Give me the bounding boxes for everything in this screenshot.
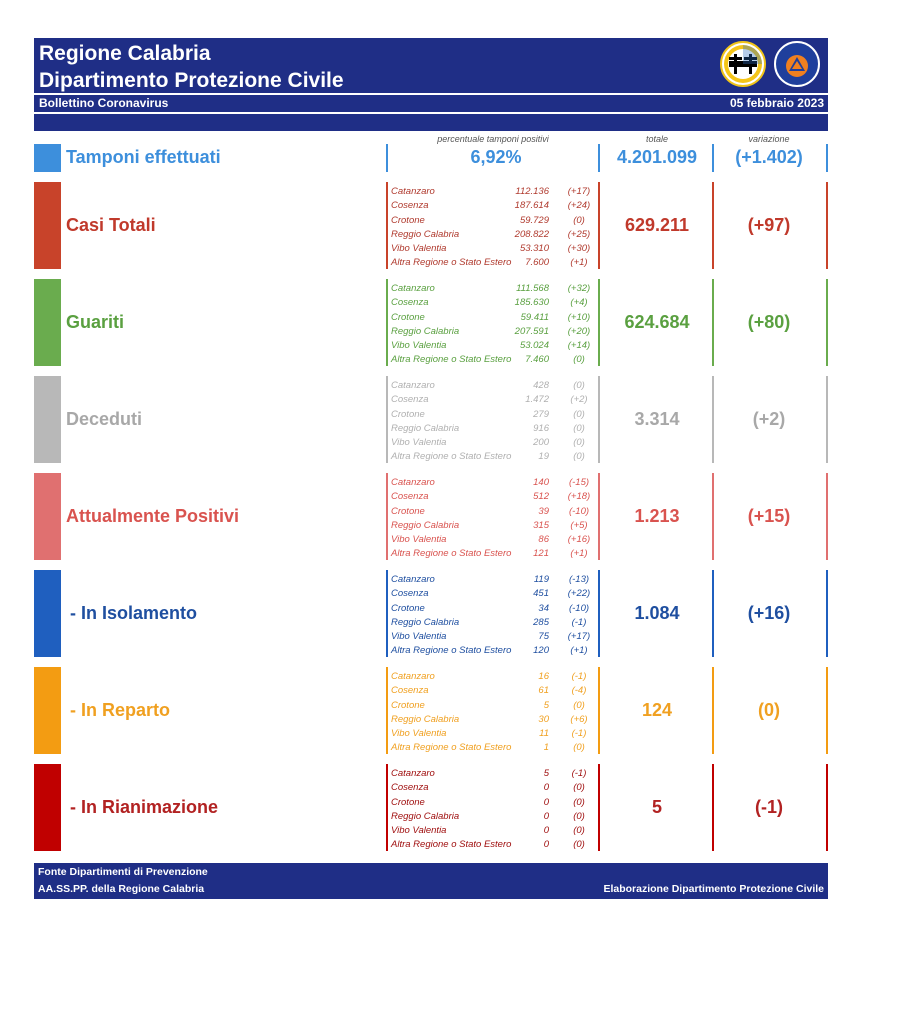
section-variation: (+2) [752,408,786,429]
province-value: 207.591 [514,325,549,337]
section-label: Guariti [66,311,125,332]
province-value: 111.568 [516,283,549,294]
column-header-positive-pct: percentuale tamponi positivi [437,134,549,144]
province-breakdown [391,767,601,853]
province-name: Crotone [391,311,425,323]
province-value: 0 [543,825,549,837]
province-row [391,810,601,824]
province-name: Reggio Calabria [391,616,460,628]
province-value: 0 [543,839,549,851]
column-header-total: totale [645,134,669,144]
province-breakdown [391,282,601,368]
tamponi-variation: (+1.402) [735,147,803,167]
province-value: 19 [538,451,549,463]
province-row [391,296,601,310]
section-row-deceduti [34,376,828,463]
province-row [391,767,601,781]
province-value: 185.630 [514,297,549,309]
section-divider [826,570,828,657]
province-value: 86 [538,534,549,546]
province-name: Crotone [391,699,425,711]
province-row [391,422,601,436]
province-variation: (+16) [567,534,591,546]
section-divider [386,473,388,560]
regione-calabria-logo-icon [720,41,766,87]
section-swatch [34,764,61,851]
footer-source-authority: AA.SS.PP. della Regione Calabria [38,883,205,895]
province-variation: (+25) [567,228,591,240]
province-name: Crotone [391,505,425,517]
province-value: 1.472 [525,394,549,406]
bulletin-subtitle: Bollettino Coronavirus [39,96,169,110]
province-row [391,436,601,450]
province-value: 7.600 [525,257,549,269]
province-name: Crotone [391,602,425,614]
section-row-guariti [34,279,828,366]
province-row [391,325,601,339]
province-variation: (-1) [571,616,587,628]
province-row [391,505,601,519]
province-name: Crotone [391,408,425,420]
section-swatch [34,667,61,754]
province-value: 916 [533,422,549,434]
header-divider-bottom [34,112,828,114]
province-name: Cosenza [391,782,429,794]
section-total: 5 [651,796,662,817]
province-variation: (+14) [567,340,591,352]
province-name: Cosenza [391,297,429,309]
section-label: Casi Totali [66,214,156,235]
section-label: Attualmente Positivi [66,505,240,526]
tamponi-divider [386,144,388,172]
province-variation: (-13) [568,574,590,585]
province-row [391,713,601,727]
bulletin-date: 05 febbraio 2023 [729,96,824,110]
province-value: 200 [533,437,549,449]
province-breakdown [391,185,601,271]
province-variation: (0) [573,354,585,366]
province-breakdown [391,379,601,465]
section-divider [826,667,828,754]
section-divider [386,376,388,463]
section-swatch [34,279,61,366]
province-value: 285 [533,616,549,628]
province-variation: (-1) [571,671,587,682]
tamponi-divider [826,144,828,172]
section-row-in-reparto [34,667,828,754]
section-row-attualmente-positivi [34,473,828,560]
province-row [391,838,601,852]
section-divider [712,667,714,754]
province-variation: (0) [573,825,585,837]
province-value: 121 [533,548,549,560]
province-variation: (+17) [567,631,591,643]
province-name: Vibo Valentia [391,534,447,546]
tamponi-total: 4.201.099 [616,147,698,167]
province-name: Reggio Calabria [391,810,460,822]
province-row [391,533,601,547]
province-name: Reggio Calabria [391,422,460,434]
province-row [391,393,601,407]
province-value: 187.614 [514,200,549,212]
province-value: 59.729 [519,214,549,226]
province-variation: (+2) [570,394,588,406]
province-variation: (+17) [567,186,591,197]
section-divider [712,182,714,269]
footer-banner [34,863,828,899]
province-row [391,587,601,601]
province-variation: (+1) [570,645,588,657]
section-label: Deceduti [66,408,143,429]
province-variation: (+5) [570,519,588,531]
province-name: Vibo Valentia [391,340,447,352]
province-name: Cosenza [391,200,429,212]
province-value: 119 [533,574,549,585]
province-row [391,630,601,644]
section-label: - In Reparto [70,699,171,720]
province-name: Vibo Valentia [391,631,447,643]
section-variation: (+80) [747,311,791,332]
protezione-civile-logo-icon [774,41,820,87]
province-value: 279 [533,408,549,420]
section-total: 1.084 [634,602,680,623]
province-name: Vibo Valentia [391,825,447,837]
province-name: Cosenza [391,394,429,406]
province-row [391,796,601,810]
province-value: 208.822 [514,228,549,240]
province-variation: (0) [573,742,585,754]
section-divider [826,764,828,851]
province-value: 7.460 [525,354,549,366]
province-variation: (0) [573,839,585,851]
province-variation: (+22) [567,588,591,600]
department-title: Dipartimento Protezione Civile [39,69,344,92]
section-variation: (+97) [747,214,791,235]
province-row [391,699,601,713]
section-row-in-rianimazione [34,764,828,851]
province-value: 5 [543,699,549,711]
province-name: Altra Regione o Stato Estero [391,451,512,463]
province-name: Altra Regione o Stato Estero [391,257,512,269]
province-variation: (0) [573,380,585,391]
section-divider [826,279,828,366]
province-value: 0 [543,782,549,794]
section-divider [826,473,828,560]
province-breakdown [391,670,601,756]
section-row-in-isolamento [34,570,828,657]
province-variation: (+20) [567,325,591,337]
province-value: 0 [543,796,549,808]
province-variation: (0) [573,796,585,808]
province-name: Vibo Valentia [391,437,447,449]
province-name: Reggio Calabria [391,325,460,337]
tamponi-row [34,144,828,172]
province-name: Crotone [391,214,425,226]
province-name: Catanzaro [391,186,435,197]
province-row [391,256,601,270]
section-divider [386,764,388,851]
province-variation: (+10) [567,311,591,323]
province-name: Altra Regione o Stato Estero [391,645,512,657]
footer-source: Fonte Dipartimenti di Prevenzione [38,866,208,878]
section-divider [712,473,714,560]
section-row-casi-totali [34,182,828,269]
province-value: 30 [538,713,549,725]
province-name: Catanzaro [391,768,435,779]
section-variation: (+16) [747,602,791,623]
province-row [391,490,601,504]
province-value: 53.310 [519,243,549,255]
column-header-variation: variazione [748,134,790,144]
province-row [391,379,601,393]
section-variation: (-1) [755,796,783,817]
province-row [391,547,601,561]
province-value: 53.024 [519,340,549,352]
province-value: 112.136 [515,186,549,197]
section-divider [826,182,828,269]
province-value: 1 [543,742,549,754]
province-variation: (0) [573,214,585,226]
province-value: 451 [533,588,549,600]
province-variation: (-15) [568,477,590,488]
province-variation: (-1) [571,728,587,740]
province-value: 34 [538,602,549,614]
province-value: 75 [538,631,549,643]
section-divider [712,279,714,366]
section-total: 3.314 [634,408,680,429]
province-name: Vibo Valentia [391,728,447,740]
section-divider [826,376,828,463]
province-name: Altra Regione o Stato Estero [391,354,512,366]
tamponi-label: Tamponi effettuati [66,147,221,167]
province-name: Catanzaro [391,380,435,391]
province-breakdown [391,573,601,659]
province-value: 16 [538,671,549,682]
province-row [391,476,601,490]
section-label: - In Rianimazione [70,796,219,817]
province-value: 120 [533,645,549,657]
province-name: Reggio Calabria [391,228,460,240]
province-name: Catanzaro [391,477,435,488]
province-variation: (+18) [567,491,591,503]
province-variation: (0) [573,810,585,822]
province-breakdown [391,476,601,562]
section-total: 624.684 [624,311,690,332]
footer-credit: Elaborazione Dipartimento Protezione Civile [603,883,824,895]
section-swatch [34,473,61,560]
section-divider [386,570,388,657]
section-divider [386,667,388,754]
province-variation: (-10) [568,602,590,614]
province-name: Catanzaro [391,283,435,294]
province-value: 61 [538,685,549,697]
section-total: 124 [641,699,673,720]
section-variation: (0) [758,699,780,720]
province-row [391,242,601,256]
province-variation: (0) [573,408,585,420]
province-name: Altra Regione o Stato Estero [391,839,512,851]
province-row [391,781,601,795]
province-row [391,214,601,228]
section-divider [386,279,388,366]
province-row [391,282,601,296]
province-variation: (0) [573,699,585,711]
province-variation: (0) [573,437,585,449]
section-divider [712,570,714,657]
province-row [391,339,601,353]
section-total: 1.213 [634,505,680,526]
province-row [391,670,601,684]
province-row [391,741,601,755]
province-row [391,353,601,367]
section-swatch [34,376,61,463]
province-row [391,519,601,533]
province-row [391,573,601,587]
province-variation: (0) [573,451,585,463]
province-variation: (-4) [571,685,587,697]
province-name: Catanzaro [391,671,435,682]
province-row [391,602,601,616]
tamponi-percent: 6,92% [470,147,522,167]
province-name: Altra Regione o Stato Estero [391,742,512,754]
province-variation: (+6) [570,713,588,725]
section-total: 629.211 [624,214,690,235]
section-divider [712,376,714,463]
province-variation: (-1) [571,768,587,779]
province-name: Vibo Valentia [391,243,447,255]
section-divider [712,764,714,851]
province-value: 512 [533,491,549,503]
province-variation: (+32) [567,283,591,294]
tamponi-divider [598,144,600,172]
province-name: Cosenza [391,491,429,503]
province-value: 5 [543,768,549,779]
province-value: 140 [533,477,549,488]
province-variation: (0) [573,422,585,434]
header-banner [34,38,828,131]
province-value: 39 [538,505,549,517]
province-row [391,616,601,630]
section-divider [386,182,388,269]
province-name: Catanzaro [391,574,435,585]
province-row [391,684,601,698]
province-name: Altra Regione o Stato Estero [391,548,512,560]
province-variation: (+24) [567,200,591,212]
province-value: 428 [533,380,549,391]
province-row [391,311,601,325]
province-row [391,185,601,199]
province-value: 59.411 [520,311,549,323]
province-value: 0 [543,810,549,822]
province-row [391,199,601,213]
section-swatch [34,182,61,269]
province-value: 11 [539,728,549,740]
province-name: Reggio Calabria [391,519,460,531]
province-row [391,450,601,464]
province-variation: (-10) [568,505,590,517]
province-row [391,727,601,741]
province-name: Crotone [391,796,425,808]
province-variation: (+1) [570,548,588,560]
header-divider [34,93,828,95]
province-variation: (+30) [567,243,591,255]
page-title: Regione Calabria [39,42,211,65]
section-swatch [34,570,61,657]
province-row [391,228,601,242]
province-row [391,408,601,422]
tamponi-swatch [34,144,61,172]
province-row [391,644,601,658]
province-variation: (0) [573,782,585,794]
province-value: 315 [533,519,549,531]
province-variation: (+1) [570,257,588,269]
section-variation: (+15) [747,505,791,526]
province-row [391,824,601,838]
tamponi-divider [712,144,714,172]
province-variation: (+4) [570,297,588,309]
province-name: Cosenza [391,685,429,697]
province-name: Cosenza [391,588,429,600]
section-label: - In Isolamento [70,602,198,623]
province-name: Reggio Calabria [391,713,460,725]
